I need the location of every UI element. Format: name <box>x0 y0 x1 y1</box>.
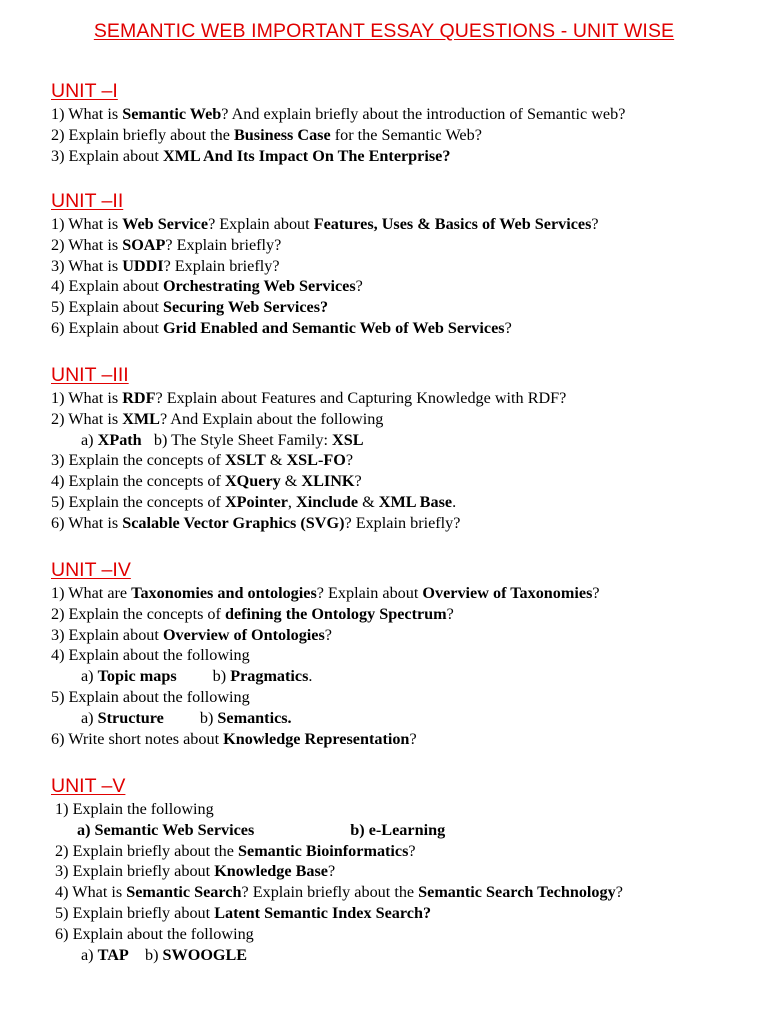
bold-term: XSL-FO <box>286 451 346 470</box>
question-text: a) <box>81 430 98 449</box>
bold-term: Semantic Search <box>126 883 242 902</box>
bold-term: Overview of Taxonomies <box>422 584 593 602</box>
question-line <box>51 903 623 924</box>
bold-term: Features, Uses & Basics of Web Services <box>313 215 592 233</box>
question-text: ? <box>615 883 623 902</box>
unit-section-5 <box>51 773 623 965</box>
bold-term: XPointer <box>224 492 288 511</box>
bold-term: SOAP <box>122 235 166 254</box>
question-line <box>51 471 566 492</box>
question-line <box>51 146 625 167</box>
bold-term: Taxonomies and ontologies <box>131 584 317 602</box>
sub-question-line <box>51 666 600 687</box>
sub-question-line <box>51 430 566 451</box>
question-line <box>51 104 625 125</box>
question-text: 1) What is <box>51 215 123 233</box>
unit-heading: UNIT –IV <box>51 559 131 581</box>
question-text: 2) What is <box>51 235 123 254</box>
bold-term: Knowledge Representation <box>223 729 410 748</box>
question-text: 6) Write short notes about <box>51 729 224 748</box>
question-line <box>51 625 600 646</box>
unit-heading: UNIT –I <box>51 80 118 102</box>
question-line <box>51 882 623 903</box>
question-text: 3) Explain briefly about <box>51 862 215 881</box>
question-text: ? <box>592 584 600 602</box>
bold-term: Latent Semantic Index Search? <box>214 903 432 922</box>
question-text: ? Explain briefly about the <box>241 883 419 902</box>
question-text: ? Explain briefly? <box>163 256 280 275</box>
question-text: 3) Explain the concepts of <box>51 451 225 470</box>
bold-term: XML And Its Impact On The Enterprise? <box>162 146 451 165</box>
question-text: 4) Explain the concepts of <box>51 472 225 491</box>
bold-term: XLINK <box>301 472 355 491</box>
question-text: 6) Explain about <box>51 318 163 337</box>
bold-term: Structure <box>97 708 164 727</box>
question-text: ? And Explain about the following <box>159 409 384 428</box>
bold-term: Securing Web Services? <box>162 298 329 317</box>
question-text: b) <box>199 708 218 727</box>
bold-term: Business Case <box>233 125 331 144</box>
question-text: ? <box>345 451 354 470</box>
question-line <box>51 409 566 430</box>
question-line <box>51 799 623 820</box>
question-text: 5) Explain briefly about <box>51 903 215 922</box>
question-text: & <box>358 492 379 511</box>
bold-term: Overview of Ontologies <box>162 625 325 644</box>
question-line <box>51 841 623 862</box>
question-line <box>51 450 566 471</box>
question-text: 4) Explain about <box>51 277 163 296</box>
question-text: ? <box>408 841 416 860</box>
question-line <box>51 235 599 256</box>
question-list <box>51 214 599 339</box>
bold-term: XPath <box>97 430 142 449</box>
unit-section-3 <box>51 362 566 534</box>
bold-term: XML <box>122 409 160 428</box>
question-line <box>51 276 599 297</box>
question-text: & <box>265 451 287 470</box>
question-text: ? <box>327 862 336 881</box>
question-line <box>51 513 566 534</box>
question-line <box>51 388 566 409</box>
question-text: 6) What is <box>51 513 123 532</box>
bold-term: XML Base <box>378 492 453 511</box>
question-text: 4) What is <box>51 883 127 902</box>
question-text: . <box>308 667 313 686</box>
question-text: for the Semantic Web? <box>330 125 482 144</box>
question-line <box>51 583 600 604</box>
question-text: 1) What is <box>51 105 123 123</box>
unit-heading: UNIT –III <box>51 364 129 386</box>
question-text: ? <box>504 318 512 337</box>
bold-term: UDDI <box>122 256 164 275</box>
question-text: & <box>280 472 302 491</box>
bold-term: Scalable Vector Graphics (SVG) <box>122 513 345 532</box>
bold-term: Topic maps <box>97 667 177 686</box>
question-text: 5) Explain the concepts of <box>51 492 225 511</box>
unit-section-4 <box>51 557 600 749</box>
question-text: ? <box>324 625 332 644</box>
bold-term: a) Semantic Web Services <box>77 820 255 839</box>
bold-term: Semantics. <box>217 708 292 727</box>
question-text: . <box>452 492 457 511</box>
bold-term: defining the Ontology Spectrum <box>224 604 447 623</box>
question-text: , <box>287 492 296 511</box>
question-text: 1) Explain the following <box>51 800 214 818</box>
question-line <box>51 256 599 277</box>
question-text: b) <box>128 945 163 964</box>
question-text: 5) Explain about the following <box>51 687 250 706</box>
question-line <box>51 297 599 318</box>
question-text: 2) Explain briefly about the <box>51 125 234 144</box>
question-text: 1) What are <box>51 584 132 602</box>
question-text: 2) Explain the concepts of <box>51 604 225 623</box>
question-line <box>51 729 600 750</box>
question-text: a) <box>81 708 98 727</box>
bold-term: RDF <box>122 389 156 407</box>
question-text: b) The Style Sheet Family: <box>141 430 333 449</box>
question-text: ? Explain briefly? <box>165 235 282 254</box>
question-line <box>51 318 599 339</box>
question-text: ? <box>354 472 362 491</box>
question-line <box>51 861 623 882</box>
question-text: 3) Explain about <box>51 625 163 644</box>
question-text: ? Explain briefly? <box>344 513 461 532</box>
bold-term: Semantic Bioinformatics <box>238 841 409 860</box>
question-text: ? <box>446 604 454 623</box>
unit-heading: UNIT –II <box>51 190 124 212</box>
question-text: 3) Explain about <box>51 146 163 165</box>
question-text: b) <box>212 667 231 686</box>
question-text: 1) What is <box>51 389 123 407</box>
bold-term: Semantic Search Technology <box>418 883 616 902</box>
bold-term: XQuery <box>224 472 281 491</box>
question-text: 2) What is <box>51 409 123 428</box>
bold-term: b) e-Learning <box>350 820 446 839</box>
question-list <box>51 799 623 965</box>
question-line <box>51 214 599 235</box>
bold-term: Knowledge Base <box>214 862 328 881</box>
question-text: a) <box>81 945 98 964</box>
question-text: ? Explain about <box>208 215 314 233</box>
question-text: 5) Explain about <box>51 298 163 317</box>
question-text: ? Explain about <box>316 584 423 602</box>
question-list <box>51 388 566 534</box>
bold-term: SWOOGLE <box>162 945 248 964</box>
question-line <box>51 125 625 146</box>
question-line <box>51 924 623 945</box>
bold-term: Grid Enabled and Semantic Web of Web Services <box>162 318 505 337</box>
bold-term: Semantic Web <box>122 105 222 123</box>
bold-term: XSL <box>332 430 364 449</box>
unit-section-2 <box>51 188 599 339</box>
bold-term: Web Service <box>122 215 209 233</box>
bold-term: Orchestrating Web Services <box>162 277 356 296</box>
bold-term: Pragmatics <box>230 667 309 686</box>
unit-heading: UNIT –V <box>51 775 126 797</box>
bold-term: TAP <box>97 945 129 964</box>
question-line <box>51 687 600 708</box>
question-line <box>51 604 600 625</box>
question-text: 2) Explain briefly about the <box>51 841 239 860</box>
question-text: ? <box>409 729 417 748</box>
bold-term: XSLT <box>224 451 266 470</box>
question-text: ? <box>591 215 599 233</box>
question-text: a) <box>81 667 98 686</box>
unit-section-1 <box>51 78 625 166</box>
bold-term: Xinclude <box>296 492 359 511</box>
question-list <box>51 583 600 749</box>
question-text: 6) Explain about the following <box>51 924 254 943</box>
question-line <box>51 492 566 513</box>
question-text: 4) Explain about the following <box>51 646 250 665</box>
question-line <box>51 645 600 666</box>
question-text: 3) What is <box>51 256 123 275</box>
sub-question-line <box>51 708 600 729</box>
question-text: ? <box>355 277 363 296</box>
question-list <box>51 104 625 166</box>
question-text: ? Explain about Features and Capturing Knowledge with RDF? <box>155 389 567 407</box>
sub-question-line <box>51 820 623 841</box>
question-text: ? And explain briefly about the introduction of Semantic web? <box>221 105 626 123</box>
sub-question-line <box>51 945 623 966</box>
page-title: SEMANTIC WEB IMPORTANT ESSAY QUESTIONS - UNIT WISE <box>93 20 675 42</box>
